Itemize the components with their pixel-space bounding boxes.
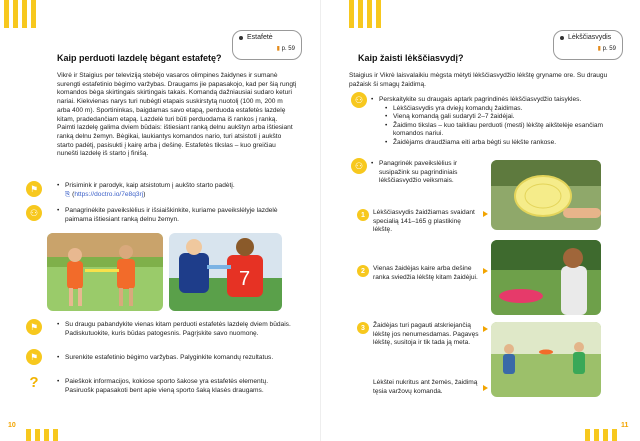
task-1 <box>371 96 621 148</box>
right-page <box>320 0 640 441</box>
running-person-icon: ⚑ <box>26 181 42 197</box>
frisbee-photo-2 <box>491 240 601 315</box>
rule-3: • Žaidimo tikslas – kuo taikliau perduoti (mesti) lėkštę aikštelėje esančiam komandos nariui. <box>385 122 621 139</box>
rule-1: • Lėkščiasvydis yra dviejų komandų žaidimas. <box>385 105 621 114</box>
task-3-text: • Su draugu pabandykite vienas kitam perduoti estafetės lazdelę dviem būdais. Padiskutuokite, kuris būdas patogesnis. Pagrįskite savo nuomonę. <box>57 321 297 338</box>
topic-tag-label: Estafetė <box>247 34 273 41</box>
topic-tag-ref: p. 59 <box>602 46 616 52</box>
svg-text:7: 7 <box>239 268 251 290</box>
topic-tag <box>553 30 623 60</box>
step-4-text: Lėkštei nukritus ant žemės, žaidimą tęsia varžovų komanda. <box>373 379 478 395</box>
page-number: 11 <box>621 422 629 429</box>
step-3-badge: 3 <box>357 322 369 334</box>
arrow-right-icon <box>483 326 488 332</box>
task-1-text: • Prisimink ir parodyk, kaip atsistotum į aukšto starto padėtį. <box>57 182 297 191</box>
step-2-text: Vienas žaidėjas kaire arba dešine ranka sviedžia lėkštę kitam žaidėjui. <box>373 265 478 281</box>
bullet-icon <box>239 36 243 40</box>
frisbee-photo-1 <box>491 160 601 230</box>
decorative-stripes-bottom <box>26 429 58 441</box>
task-5 <box>57 378 297 395</box>
task-2 <box>57 207 297 224</box>
question-mark-icon: ? <box>29 373 39 391</box>
task-2-text: • Panagrinėkite paveikslėlius ir išsiaiškinkite, kuriame paveikslėlyje lazdelė paimama ištiesiant ranką delnu žemyn. <box>57 207 297 224</box>
page-title: Kaip žaisti lėkščiasvydį? <box>358 53 464 63</box>
intro-text: Staigius ir Vikrė laisvalaikiu mėgsta mėtyti lėkščiasvydžio lėkštę gryname ore. Su draugu pažaisk ši smagų žaidimą. <box>349 72 608 88</box>
decorative-stripes <box>349 0 381 28</box>
topic-tag <box>232 30 302 60</box>
page-title: Kaip perduoti lazdelę bėgant estafetę? <box>57 53 222 63</box>
step-2-badge: 2 <box>357 265 369 277</box>
bullet-icon <box>560 36 564 40</box>
rule-4: • Žaidėjams draudžiama eiti arba bėgti su lėkšte rankose. <box>385 139 621 148</box>
task-1: • Prisimink ir parodyk, kaip atsistotum į aukšto starto padėtį. ⎘ (https://doctro.io/7e8q3rj) <box>57 182 297 199</box>
running-person-icon: ⚑ <box>26 319 42 335</box>
link-icon: ⎘ <box>65 190 71 198</box>
frisbee-photo-3 <box>491 322 601 397</box>
step-3-text: Žaidėjas turi pagauti atskriejančią lėkštę jos nenumesdamas. Pagavęs lėkštę, susitoja ir tik tada ją meta. <box>373 322 479 347</box>
task-1-text: • Perskaitykite su draugais aptark pagrindinės lėkščiasvydžio taisykles. <box>371 96 621 105</box>
group-people-icon: ⚇ <box>351 92 367 108</box>
task-2-text: • Panagrinėk paveikslėlius ir susipažink su pagrindiniais lėkščiasvydžio veiksmais. <box>371 160 486 186</box>
task-2 <box>371 160 486 186</box>
task-3 <box>57 321 297 338</box>
step-1-text: Lėkščiasvydis žaidžiamas svaidant specialią 141–165 g plastikinę lėkštę. <box>373 209 475 234</box>
relay-photo-1 <box>47 233 163 311</box>
task-4 <box>57 354 297 363</box>
relay-photo-2 <box>169 233 282 311</box>
running-person-icon: ⚑ <box>26 349 42 365</box>
book-icon: ▮ <box>597 46 601 52</box>
arrow-right-icon <box>483 211 488 217</box>
intro-text: Vikrė ir Staigius per televiziją stebėjo vasaros olimpines žaidynes ir sumanė surengti estafetinio bėgimo varžybas. Draugams jie papasakojo, kad per šią rungtį komandos bėga skirtingais skirtingais takais. Komandą dažniausiai sudaro keturi nariai. Kiekvienas narys turi nubėgti etapais suskirstytą nuotolį (100 m, 200 m arba 400 m). Sportininkas, baigdamas savo etapą, perduoda estafetės lazdelę kitam, pradedančiam etapą. Lazdelė turi būti perduodama iš rankos į ranką. Paimti lazdelę galima dviem būdais: ištiesiant ranką delnu aukštyn arba ištiesiant ranką delnu žemyn. Bėgikai, laukiantys komandos nario, turi atsistoti į aukšto starto padėtį, pasisukti į kairę arba į dešinę. Estafetės tikslas – kuo greičiau nunešti lazdelę iš starto į finišą. <box>57 72 297 158</box>
arrow-right-icon <box>483 385 488 391</box>
decorative-stripes <box>4 0 36 28</box>
task-5-text: • Paieškok informacijos, kokiose sporto šakose yra estafetės elementų. Pasiruošk papasakoti bent apie vieną sporto šaką klasės draugams. <box>57 378 297 395</box>
decorative-stripes-bottom <box>585 429 617 441</box>
topic-tag-ref: p. 59 <box>281 46 295 52</box>
step-1-badge: 1 <box>357 209 369 221</box>
arrow-right-icon <box>483 268 488 274</box>
topic-tag-label: Lėkščiasvydis <box>568 34 612 41</box>
page-number: 10 <box>8 422 16 429</box>
task-4-text: • Surenkite estafetinio bėgimo varžybas. Palyginkite komandų rezultatus. <box>57 354 297 363</box>
group-people-icon: ⚇ <box>351 158 367 174</box>
rule-2: • Vieną komandą gali sudaryti 2–7 žaidėjai. <box>385 113 621 122</box>
doctro-link[interactable]: https://doctro.io/7e8q3rj <box>74 190 144 198</box>
book-icon: ▮ <box>276 46 280 52</box>
group-people-icon: ⚇ <box>26 205 42 221</box>
